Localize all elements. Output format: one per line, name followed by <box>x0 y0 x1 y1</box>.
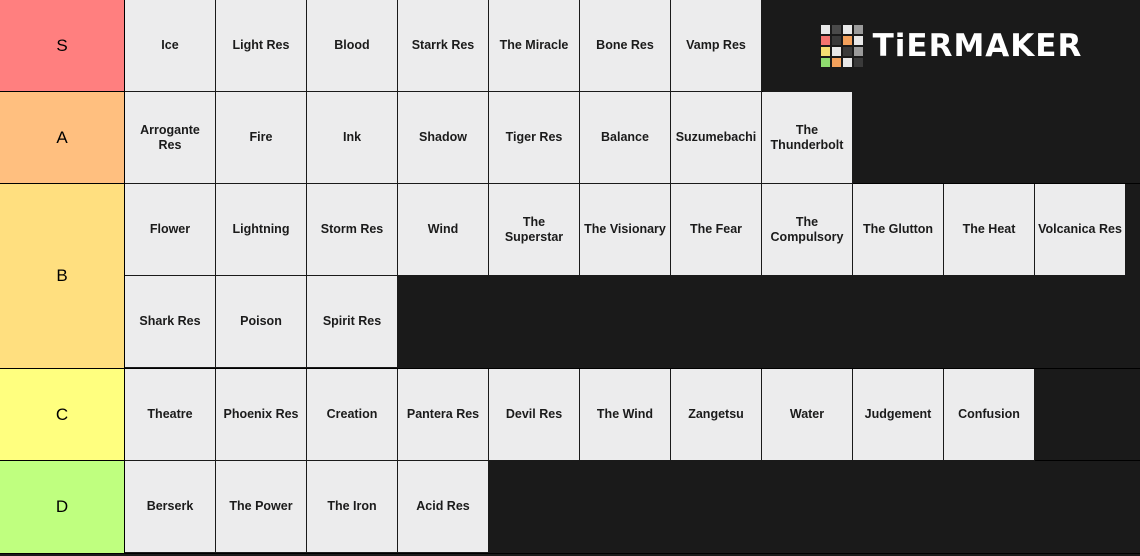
tier-item[interactable]: Lightning <box>216 184 307 276</box>
logo-swatch <box>843 36 852 45</box>
tier-item[interactable]: Pantera Res <box>398 369 489 461</box>
tier-label-a[interactable]: A <box>0 92 125 183</box>
tiermaker-logo <box>763 0 1140 92</box>
tier-row-b <box>0 184 1140 369</box>
tier-row-d <box>0 461 1140 554</box>
tier-item[interactable]: The Glutton <box>853 184 944 276</box>
tier-item[interactable]: Balance <box>580 92 671 184</box>
tier-item[interactable]: Confusion <box>944 369 1035 461</box>
tier-label-b[interactable]: B <box>0 184 125 368</box>
tier-item[interactable]: Blood <box>307 0 398 92</box>
tier-item[interactable]: Bone Res <box>580 0 671 92</box>
logo-swatch <box>821 36 830 45</box>
tier-item[interactable]: The Miracle <box>489 0 580 92</box>
tier-item[interactable]: Creation <box>307 369 398 461</box>
tier-item[interactable]: Water <box>762 369 853 461</box>
logo-swatch <box>843 25 852 34</box>
tier-item[interactable]: Storm Res <box>307 184 398 276</box>
tier-row-a <box>0 92 1140 184</box>
logo-swatch <box>854 58 863 67</box>
tier-item[interactable]: The Heat <box>944 184 1035 276</box>
tier-item[interactable]: Tiger Res <box>489 92 580 184</box>
tier-item[interactable]: Shark Res <box>125 276 216 368</box>
tiermaker-logo-text: TiERMAKER <box>872 28 1083 64</box>
tier-items-c[interactable] <box>125 369 1140 460</box>
tier-label-d[interactable]: D <box>0 461 125 553</box>
tier-item[interactable]: Shadow <box>398 92 489 184</box>
tier-item[interactable]: Wind <box>398 184 489 276</box>
tier-item[interactable]: Vamp Res <box>671 0 762 92</box>
tier-item[interactable]: Arrogante Res <box>125 92 216 184</box>
logo-swatch <box>821 58 830 67</box>
tier-item[interactable]: Suzumebachi <box>671 92 762 184</box>
tier-item[interactable]: Judgement <box>853 369 944 461</box>
tier-label-c[interactable]: C <box>0 369 125 460</box>
logo-swatch <box>854 36 863 45</box>
tier-item[interactable]: The Wind <box>580 369 671 461</box>
tier-item[interactable]: Berserk <box>125 461 216 553</box>
tier-label-s[interactable]: S <box>0 0 125 91</box>
tier-item[interactable]: Fire <box>216 92 307 184</box>
logo-swatch <box>832 25 841 34</box>
tier-item[interactable]: Theatre <box>125 369 216 461</box>
tier-item[interactable]: Poison <box>216 276 307 368</box>
tier-item[interactable]: Acid Res <box>398 461 489 553</box>
tier-item[interactable]: The Fear <box>671 184 762 276</box>
tier-item[interactable]: Volcanica Res <box>1035 184 1126 276</box>
tier-item[interactable]: The Thunderbolt <box>762 92 853 184</box>
tier-item[interactable]: Starrk Res <box>398 0 489 92</box>
logo-swatch <box>832 36 841 45</box>
tier-items-b[interactable] <box>125 184 1140 368</box>
tier-item[interactable]: Ink <box>307 92 398 184</box>
logo-swatch <box>854 47 863 56</box>
tiermaker-logo-grid-icon <box>821 25 863 67</box>
tier-item[interactable]: Flower <box>125 184 216 276</box>
tier-item[interactable]: Light Res <box>216 0 307 92</box>
logo-swatch <box>832 47 841 56</box>
tier-item[interactable]: The Compulsory <box>762 184 853 276</box>
tier-row-c <box>0 369 1140 461</box>
logo-swatch <box>821 47 830 56</box>
tier-items-d[interactable] <box>125 461 1140 553</box>
tier-item[interactable]: Phoenix Res <box>216 369 307 461</box>
logo-swatch <box>821 25 830 34</box>
tier-item[interactable]: The Visionary <box>580 184 671 276</box>
tier-item[interactable]: Zangetsu <box>671 369 762 461</box>
logo-swatch <box>843 58 852 67</box>
tier-item[interactable]: Devil Res <box>489 369 580 461</box>
logo-swatch <box>854 25 863 34</box>
logo-swatch <box>843 47 852 56</box>
logo-swatch <box>832 58 841 67</box>
tier-item[interactable]: The Superstar <box>489 184 580 276</box>
tier-items-a[interactable] <box>125 92 1140 183</box>
tier-item[interactable]: Ice <box>125 0 216 92</box>
tier-item[interactable]: The Power <box>216 461 307 553</box>
tier-item[interactable]: The Iron <box>307 461 398 553</box>
tier-item[interactable]: Spirit Res <box>307 276 398 368</box>
